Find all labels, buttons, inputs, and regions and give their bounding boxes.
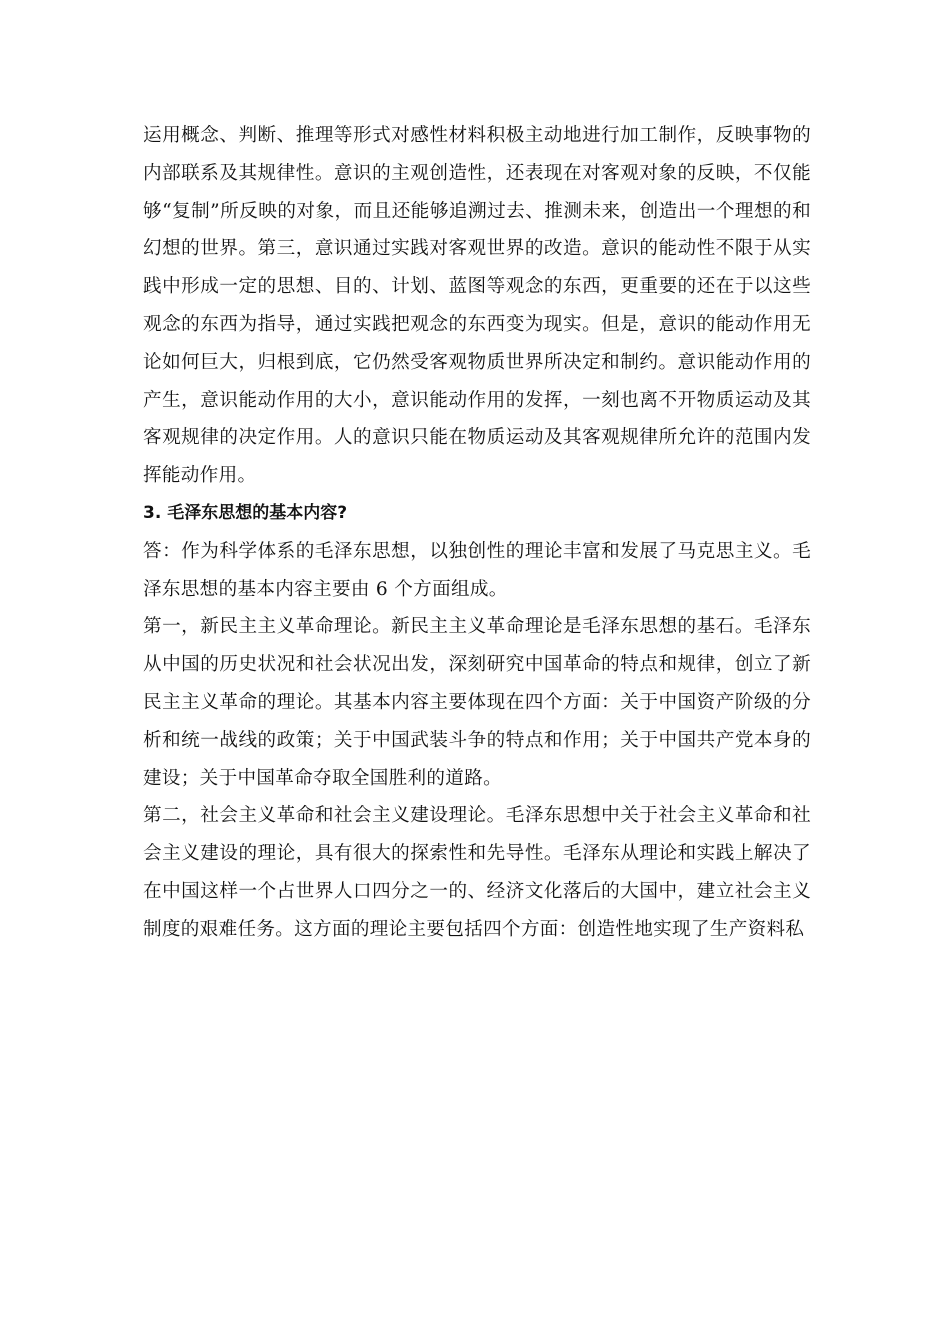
answer-intro-paragraph: 答：作为科学体系的毛泽东思想，以独创性的理论丰富和发展了马克思主义。毛泽东思想的基本内容主要由 6 个方面组成。 bbox=[143, 540, 811, 600]
question-heading: 3. 毛泽东思想的基本内容? bbox=[143, 502, 348, 523]
paragraph-new-democratic-revolution: 第一，新民主主义革命理论。新民主主义革命理论是毛泽东思想的基石。毛泽东从中国的历史状况和社会状况出发，深刻研究中国革命的特点和规律，创立了新民主主义革命的理论。其基本内容主要体现在四个方面：关于中国资产阶级的分析和统一战线的政策；关于中国武装斗争的特点和作用；关于中国共产党本身的建设；关于中国革命夺取全国胜利的道路。 bbox=[143, 616, 811, 789]
paragraph-socialist-revolution-construction: 第二，社会主义革命和社会主义建设理论。毛泽东思想中关于社会主义革命和社会主义建设的理论，具有很大的探索性和先导性。毛泽东从理论和实践上解决了在中国这样一个占世界人口四分之一的、经济文化落后的大国中，建立社会主义制度的艰难任务。这方面的理论主要包括四个方面：创造性地实现了生产资料私 bbox=[143, 805, 811, 940]
paragraph-consciousness-agency: 运用概念、判断、推理等形式对感性材料积极主动地进行加工制作，反映事物的内部联系及其规律性。意识的主观创造性，还表现在对客观对象的反映，不仅能够“复制”所反映的对象，而且还能够追溯过去、推测未来，创造出一个理想的和幻想的世界。第三，意识通过实践对客观世界的改造。意识的能动性不限于从实践中形成一定的思想、目的、计划、蓝图等观念的东西，更重要的还在于以这些观念的东西为指导，通过实践把观念的东西变为现实。但是，意识的能动作用无论如何巨大，归根到底，它仍然受客观物质世界所决定和制约。意识能动作用的产生，意识能动作用的大小，意识能动作用的发挥，一刻也离不开物质运动及其客观规律的决定作用。人的意识只能在物质运动及其客观规律所允许的范围内发挥能动作用。 bbox=[143, 125, 811, 487]
document-body bbox=[143, 117, 811, 949]
